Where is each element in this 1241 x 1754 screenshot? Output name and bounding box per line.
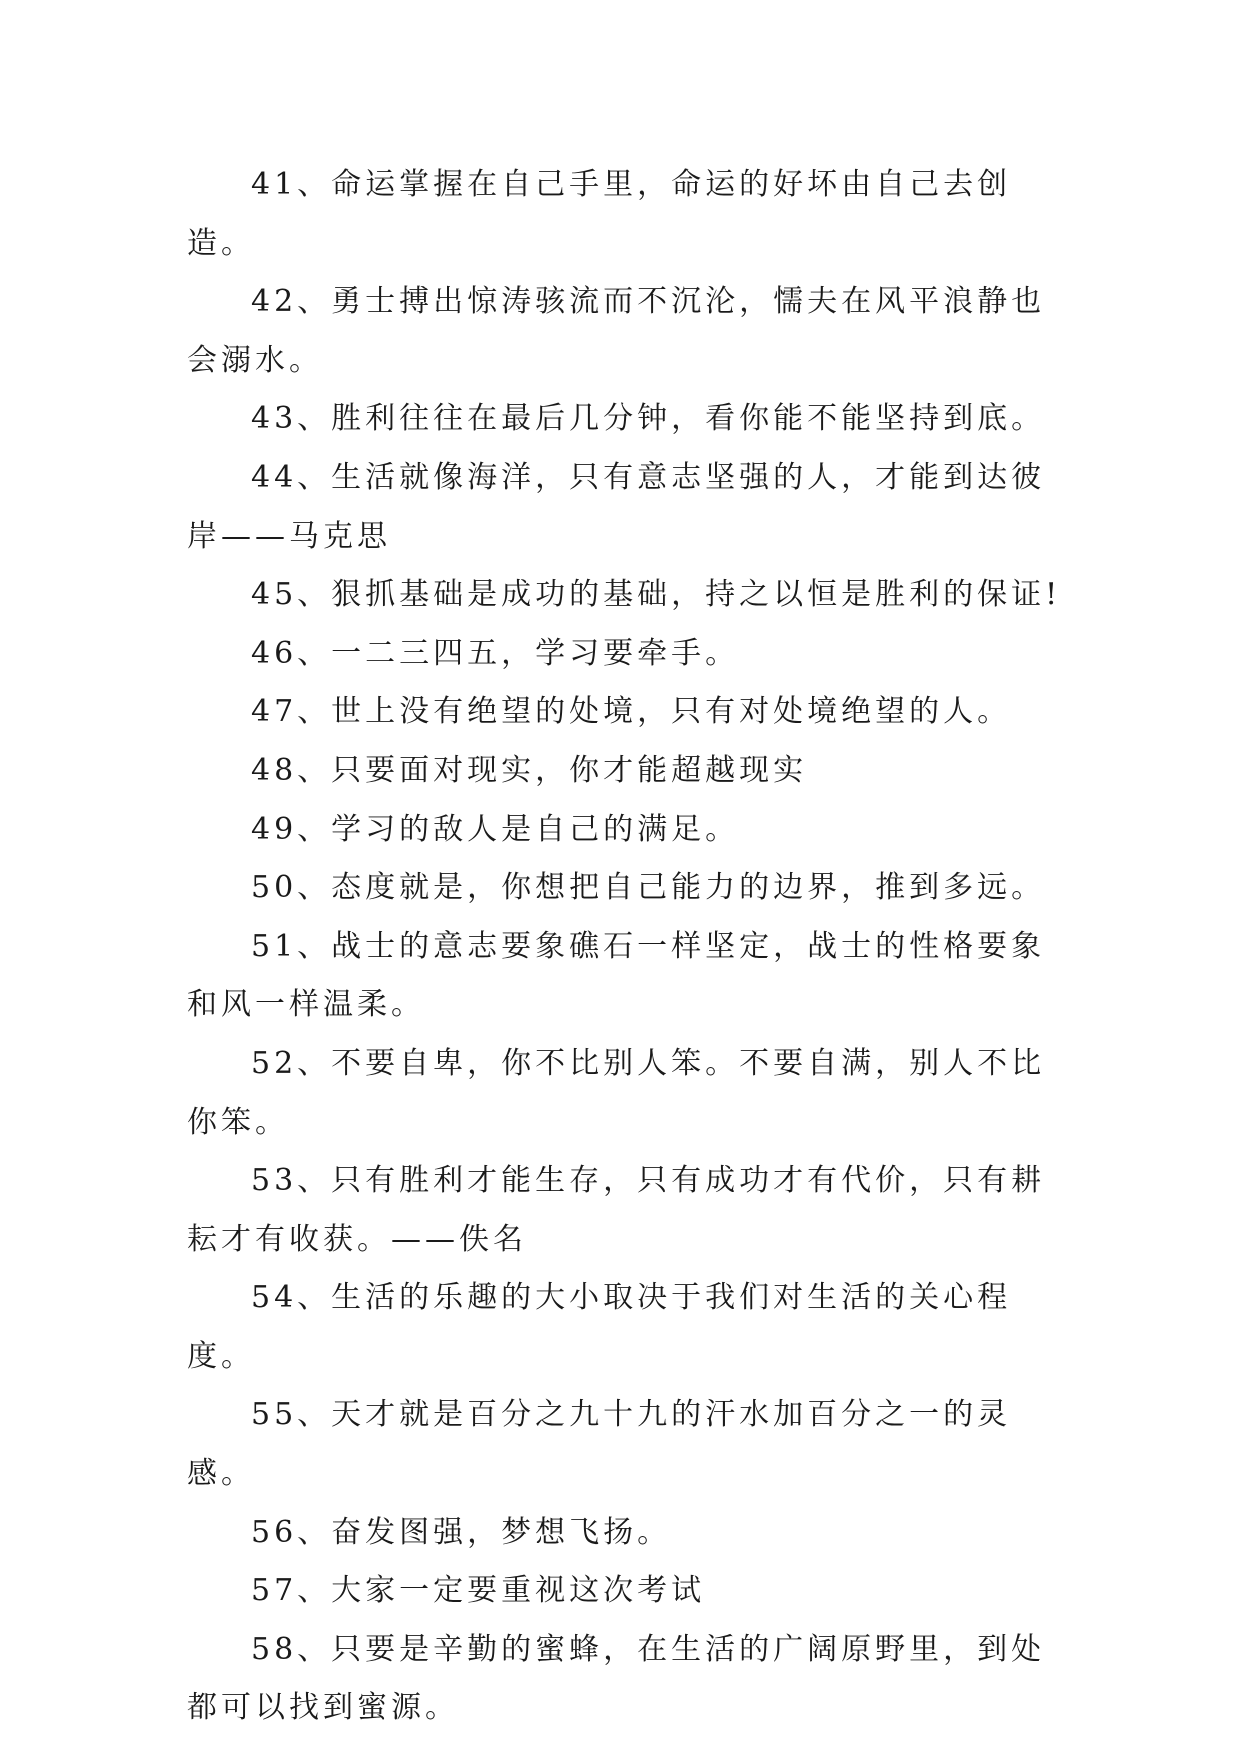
paragraph-48: 48、只要面对现实，你才能超越现实 bbox=[251, 752, 808, 788]
paragraph-51: 51、战士的意志要象礁石一样坚定，战士的性格要象和风一样温柔。 bbox=[187, 928, 1046, 1023]
document-body bbox=[187, 156, 1067, 1738]
paragraph-45: 45、狠抓基础是成功的基础，持之以恒是胜利的保证! bbox=[251, 577, 1062, 613]
paragraph-58: 58、只要是辛勤的蜜蜂，在生活的广阔原野里，到处都可以找到蜜源。 bbox=[187, 1631, 1046, 1726]
paragraph-57: 57、大家一定要重视这次考试 bbox=[251, 1573, 706, 1609]
paragraph-41: 41、命运掌握在自己手里，命运的好坏由自己去创造。 bbox=[187, 167, 1012, 261]
paragraph-52: 52、不要自卑，你不比别人笨。不要自满，别人不比你笨。 bbox=[187, 1045, 1046, 1140]
paragraph-55: 55、天才就是百分之九十九的汗水加百分之一的灵感。 bbox=[187, 1397, 1012, 1492]
paragraph-53: 53、只有胜利才能生存，只有成功才有代价，只有耕耘才有收获。——佚名 bbox=[187, 1163, 1046, 1257]
paragraph-43: 43、胜利往往在最后几分钟，看你能不能坚持到底。 bbox=[251, 401, 1046, 437]
paragraph-42: 42、勇士搏出惊涛骇流而不沉沦，懦夫在风平浪静也会溺水。 bbox=[187, 284, 1046, 378]
paragraph-56: 56、奋发图强，梦想飞扬。 bbox=[251, 1514, 672, 1550]
paragraph-47: 47、世上没有绝望的处境，只有对处境绝望的人。 bbox=[251, 694, 1012, 730]
paragraph-44: 44、生活就像海洋，只有意志坚强的人，才能到达彼岸——马克思 bbox=[187, 459, 1046, 554]
paragraph-46: 46、一二三四五，学习要牵手。 bbox=[251, 635, 740, 671]
paragraph-49: 49、学习的敌人是自己的满足。 bbox=[251, 811, 740, 847]
paragraph-54: 54、生活的乐趣的大小取决于我们对生活的关心程度。 bbox=[187, 1280, 1012, 1374]
paragraph-50: 50、态度就是，你想把自己能力的边界，推到多远。 bbox=[251, 870, 1046, 906]
